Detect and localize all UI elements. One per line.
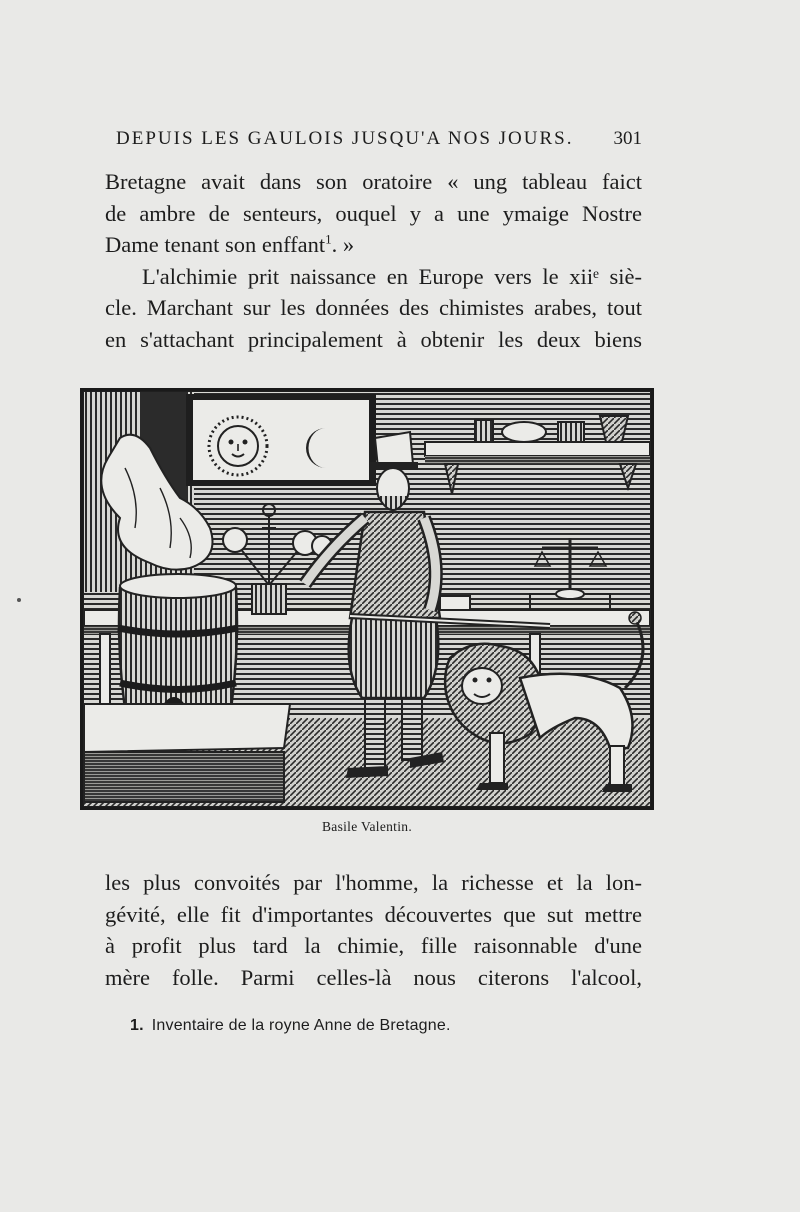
- text-line: gévité, elle fit d'importantes découvertes que sut mettre: [105, 901, 642, 927]
- text-block-bottom: [105, 867, 642, 993]
- text-fragment: Dame tenant son enffant: [105, 232, 326, 257]
- figure-caption: Basile Valentin.: [321, 819, 413, 834]
- margin-dot: [17, 598, 21, 602]
- text-line: les plus convoités par l'homme, la richesse et la lon-: [105, 870, 642, 895]
- page-number: 301: [613, 128, 642, 149]
- footnote-number: 1.: [130, 1017, 144, 1034]
- woodcut-illustration: [80, 388, 654, 810]
- text-line: mère folle. Parmi celles-là nous citerons l'alcool,: [105, 964, 642, 990]
- footnote: [130, 1017, 451, 1035]
- sun-moon-panel: [186, 394, 376, 486]
- text-line: cle. Marchant sur les données des chimistes arabes, tout: [105, 295, 642, 320]
- text-line: Bretagne avait dans son oratoire « ung tableau faict: [105, 169, 642, 194]
- text-line: [105, 229, 642, 261]
- text-line: à profit plus tard la chimie, fille raisonnable d'une: [105, 933, 642, 958]
- footnote-ref[interactable]: 1: [325, 231, 332, 247]
- text-line: en s'attachant principalement à obtenir les deux biens: [105, 326, 642, 352]
- footnote-text: Inventaire de la royne Anne de Bretagne.: [151, 1017, 451, 1034]
- text-fragment: . »: [331, 232, 355, 257]
- running-title: DEPUIS LES GAULOIS JUSQU'A NOS JOURS.: [116, 128, 574, 149]
- text-block-top: [105, 166, 642, 355]
- text-line: de ambre de senteurs, ouquel y a une ymaige Nostre: [105, 200, 642, 226]
- text-line: L'alchimie prit naissance en Europe vers le xiiᵉ siè-: [142, 263, 642, 289]
- running-head: [116, 128, 642, 150]
